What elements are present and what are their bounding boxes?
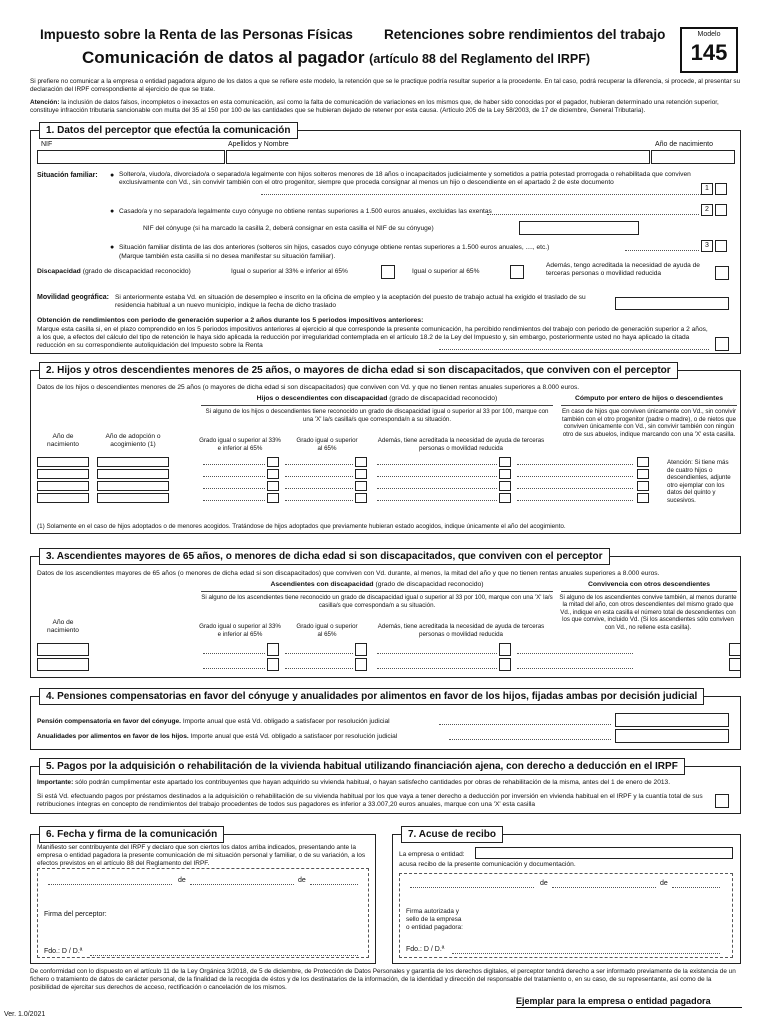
section-3 — [30, 551, 741, 678]
birth-year-field[interactable] — [37, 469, 89, 479]
 — [203, 464, 265, 465]
label-apellidos: Apellidos y Nombre — [228, 141, 289, 148]
extra-checkbox[interactable] — [637, 457, 649, 467]
s3-col-anio: Año de nacimiento — [47, 619, 79, 635]
s6-signature-area[interactable] — [37, 868, 369, 958]
s3-conv-note: Si alguno de los ascendientes convive también, al menos durante la mitad del año, con otros descendientes del mismo grado que Vd., indique en esta casilla el número total de descendientes con los que convive, incluido Vd. (Si los ascendientes sólo conviven con Vd., no rellene esta casilla). — [559, 594, 737, 631]
 — [285, 653, 353, 654]
s2-col-g1: Grado igual o superior al 33% e inferior al 65% — [199, 437, 281, 452]
s7-fdo-label: Fdo.: D / D.ª — [406, 946, 445, 953]
s2-atencion: Atención: Si tiene más de cuatro hijos o descendientes, adjunte otro ejemplar con los datos del quinto y sucesivos. — [667, 459, 731, 504]
section-6 — [30, 829, 376, 964]
grade-65-checkbox[interactable] — [355, 481, 367, 491]
s2-disc-header: Hijos o descendientes con discapacidad (grado de discapacidad reconocido) — [256, 395, 498, 402]
adoption-year-field[interactable] — [97, 457, 169, 467]
extra-checkbox[interactable] — [729, 658, 741, 671]
intro-text: Si prefiere no comunicar a la empresa o entidad pagadora alguno de los datos a que se refiere este modelo, la retención que se le practique podría resultar superior a la procedente. En tal caso, podrá recuperar la diferencia, si procede, al presentar su declaración del IRPF correspondiente al ejercicio de que se trate. — [30, 78, 741, 93]
fecha-traslado-field[interactable] — [615, 297, 729, 310]
ayuda-terceros-checkbox[interactable] — [499, 457, 511, 467]
grade-33-checkbox[interactable] — [267, 493, 279, 503]
 — [285, 488, 353, 489]
adoption-year-field[interactable] — [97, 481, 169, 491]
birth-year-field[interactable] — [37, 658, 89, 671]
ayuda-terceros-checkbox[interactable] — [499, 643, 511, 656]
s2-col-g2: Grado igual o superior al 65% — [296, 437, 358, 452]
grade-33-checkbox[interactable] — [267, 481, 279, 491]
disc-b-checkbox[interactable] — [510, 265, 524, 279]
extra-checkbox[interactable] — [637, 469, 649, 479]
modelo-box — [680, 27, 738, 73]
form-title-right: Retenciones sobre rendimientos del trabajo — [384, 27, 666, 42]
 — [377, 488, 497, 489]
section-4 — [30, 691, 741, 750]
movilidad-text: Si anteriormente estaba Vd. en situación de desempleo e inscrito en la oficina de empleo y la aceptación del puesto de trabajo actual ha exigido el traslado de su residencia habitual a un nuevo municipio, indique la fecha de dicho traslado — [115, 294, 586, 310]
form-subtitle: Comunicación de datos al pagador (artículo 88 del Reglamento del IRPF) — [82, 48, 591, 67]
section-7-title: 7. Acuse de recibo — [401, 826, 503, 843]
s3-col-g2: Grado igual o superior al 65% — [296, 623, 358, 638]
pension-field[interactable] — [615, 713, 729, 727]
s2-rows — [37, 457, 737, 503]
opt3-number: 3 — [701, 240, 713, 252]
s2-computo-header: Cómputo por entero de hijos o descendientes — [574, 395, 724, 402]
s2-col-g3: Además, tiene acreditada la necesidad de ayuda de terceras personas o movilidad reducida — [377, 437, 545, 452]
s2-footnote: (1) Solamente en el caso de hijos adoptados o de menores acogidos. Tratándose de hijos adoptados que previamente hubieran estado acogidos, indique únicamente el año del acogimiento. — [37, 523, 566, 530]
grade-65-checkbox[interactable] — [355, 493, 367, 503]
s2-col-anio: Año de nacimiento — [47, 433, 79, 449]
obtencion-text: Marque esta casilla si, en el plazo comprendido en los 5 periodos impositivos anteriores al ejercicio al que corresponde la presente comunicación, ha percibido rendimientos del trabajo con periodo de generación superior a 2 años, a los que, a efectos del cálculo del tipo de retención le haya sido aplicada la reducción por irregularidad contemplada en el artículo 18.2 de la Ley del Impuesto y, sin embargo, posteriormente usted no haya aplicado la citada reducción en su correspondiente autoliquidación del Impuesto sobre la Renta — [37, 326, 708, 350]
bullet-icon: ● — [110, 172, 115, 179]
s3-disc-note: Si alguno de los ascendientes tiene reconocido un grado de discapacidad igual o superior al 33 por 100, marque con una 'X' la/s casilla/s que corresponda/n a su situación. — [201, 594, 553, 609]
opt3-subtext: (Marque también esta casilla si no desea manifestar su situación familiar). — [119, 253, 336, 260]
 — [517, 464, 633, 465]
s7-entidad-label: La empresa o entidad: — [399, 851, 465, 858]
opt2-text: Casado/a y no separado/a legalmente cuyo cónyuge no obtiene rentas superiores a 1.500 euros anuales, excluidas las exentas — [119, 208, 492, 215]
 — [517, 668, 633, 669]
s6-de2: de — [298, 877, 306, 884]
grade-65-checkbox[interactable] — [355, 643, 367, 656]
s6-fdo-label: Fdo.: D / D.ª — [44, 948, 83, 955]
obtencion-checkbox[interactable] — [715, 337, 729, 351]
 — [203, 653, 265, 654]
extra-checkbox[interactable] — [637, 493, 649, 503]
movilidad-label: Movilidad geográfica: — [37, 294, 109, 301]
grade-65-checkbox[interactable] — [355, 658, 367, 671]
s3-intro: Datos de los ascendientes mayores de 65 años (o menores de dicha edad si son discapacitados) que conviven con Vd. durante, al menos, la mitad del año y que no tienen rentas anuales superiores a 8.000 euros. — [37, 570, 660, 577]
adoption-year-field[interactable] — [97, 493, 169, 503]
opt1-text: Soltero/a, viudo/a, divorciado/a o separado/a legalmente con hijos solteros menores de 18 años o incapacitados judicialmente y sometidos a patria potestad prorrogada o rehabilitada que conviven exclusivamente con Vd., sin convivir también con el otro progenitor, siempre que proceda consignar al menos un hijo o descendiente en el apartado 2 de este documento — [119, 171, 691, 187]
s7-signature-area[interactable] — [399, 873, 733, 958]
bullet-icon: ● — [110, 244, 115, 251]
opt1-checkbox[interactable] — [715, 183, 727, 195]
nif-field[interactable] — [37, 150, 225, 164]
opt3-text: Situación familiar distinta de las dos anteriores (solteros sin hijos, casados cuyo cónyuge obtiene rentas superiores a 1.500 euros anuales, ...., etc.) — [119, 244, 550, 251]
s5-checkbox[interactable] — [715, 794, 729, 808]
section-7 — [392, 829, 741, 964]
disc-option-c: Además, tengo acreditada la necesidad de ayuda de terceras personas o movilidad reducida — [546, 262, 700, 278]
modelo-label: Modelo — [697, 31, 721, 38]
section-5 — [30, 761, 741, 814]
 — [285, 476, 353, 477]
 — [517, 488, 633, 489]
footer-legal-text: De conformidad con lo dispuesto en el artículo 11 de la Ley Orgánica 3/2018, de 5 de diciembre, de Protección de Datos Personales y garantía de los derechos digitales, el perceptor tendrá derecho a ser informado previamente de la existencia de un fichero o tratamiento de datos de carácter personal, de la finalidad de la recogida de éstos y de los destinatarios de la información, de la identidad y dirección del responsable del tratamiento o, en su caso, de su representante, así como de la posibilidad de ejercitar sus derechos de acceso, rectificación o cancelación de los mismos. — [30, 968, 736, 991]
 — [377, 476, 497, 477]
disc-c-checkbox[interactable] — [715, 266, 729, 280]
opt3-checkbox[interactable] — [715, 240, 727, 252]
s5-text: Si está Vd. efectuando pagos por préstamos destinados a la adquisición o rehabilitación de su vivienda habitual por los que vaya a tener derecho a deducción por inversión en vivienda habitual en el IRPF y la cuantía total de sus retribuciones íntegras en concepto de rendimientos del trabajo procedentes de todos sus pagadores es inferior a 33.007,20 euros anuales, marque con una 'X' esta casilla — [37, 793, 703, 809]
 — [203, 476, 265, 477]
section-1-title: 1. Datos del perceptor que efectúa la comunicación — [39, 122, 298, 139]
s2-comp-note: En caso de hijos que conviven únicamente con Vd., sin convivir también con el otro progenitor (padre o madre), o de nietos que conviven únicamente con Vd., sin convivir también con ningún otro de sus abuelos, indique marcando con una 'X' esta casilla. — [561, 408, 737, 438]
pension-label: Pensión compensatoria en favor del cónyuge. Importe anual que está Vd. obligado a satisfacer por resolución judicial — [37, 718, 390, 725]
extra-checkbox[interactable] — [637, 481, 649, 491]
s3-conv-header: Convivencia con otros descendientes — [587, 581, 710, 588]
section-2 — [30, 365, 741, 534]
grade-65-checkbox[interactable] — [355, 469, 367, 479]
form-title: Impuesto sobre la Renta de las Personas Físicas — [40, 27, 353, 42]
s7-de1: de — [540, 880, 548, 887]
 — [285, 500, 353, 501]
discapacidad-label: Discapacidad (grado de discapacidad reconocido) — [37, 268, 191, 275]
s2-intro: Datos de los hijos o descendientes menores de 25 años (o mayores de dicha edad si son discapacitados) que conviven con Vd. y que no tienen rentas anuales superiores a 8.000 euros. — [37, 384, 580, 391]
s6-text: Manifiesto ser contribuyente del IRPF y declaro que son ciertos los datos arriba indicados, presentando ante la empresa o entidad pagadora la presente comunicación de mi situación personal y familiar, o de su variación, a los efectos previstos en el artículo 88 del Reglamento del IRPF. — [37, 844, 366, 867]
grade-33-checkbox[interactable] — [267, 469, 279, 479]
nif-conyuge-field[interactable] — [519, 221, 639, 235]
modelo-number: 145 — [690, 39, 728, 65]
 — [285, 464, 353, 465]
label-situacion-familiar: Situación familiar: — [37, 172, 98, 179]
 — [203, 668, 265, 669]
section-3-title: 3. Ascendientes mayores de 65 años, o menores de dicha edad si son discapacitados, que conviven con el perceptor — [39, 548, 610, 565]
 — [203, 488, 265, 489]
apellidos-field[interactable] — [226, 150, 650, 164]
ayuda-terceros-checkbox[interactable] — [499, 493, 511, 503]
s2-disc-note: Si alguno de los hijos o descendientes tiene reconocido un grado de discapacidad igual o superior al 33 por 100, marque con una 'X' la/s casilla/s que corresponda/n a su situación. — [205, 408, 549, 423]
intro-warning: Atención: la inclusión de datos falsos, incompletos o inexactos en esta comunicación, así como la falta de comunicación de variaciones en los mismos que, de haber sido conocidas por el pagador, hubieran determinado una retención superior, constituye infracción tributaria sancionable con multa del 35 al 150 por 100 de las cantidades que se hubieran dejado de retener por esta causa. (Artículo 205 de la Ley 58/2003, de 17 de diciembre, General Tributaria). — [30, 99, 719, 114]
s7-de2: de — [660, 880, 668, 887]
birth-year-field[interactable] — [37, 643, 89, 656]
section-4-title: 4. Pensiones compensatorias en favor del cónyuge y anualidades por alimentos en favor de los hijos, fijadas ambas por decisión judicial — [39, 688, 704, 705]
ayuda-terceros-checkbox[interactable] — [499, 481, 511, 491]
bullet-icon: ● — [110, 208, 115, 215]
s7-acusa: acusa recibo de la presente comunicación y documentación. — [399, 861, 576, 868]
ayuda-terceros-checkbox[interactable] — [499, 658, 511, 671]
extra-checkbox[interactable] — [729, 643, 741, 656]
section-2-title: 2. Hijos y otros descendientes menores de 25 años, o mayores de dicha edad si son discapacitados, que conviven con el perceptor — [39, 362, 678, 379]
grade-65-checkbox[interactable] — [355, 457, 367, 467]
obtencion-title: Obtención de rendimientos con periodo de generación superior a 2 años durante los 5 periodos impositivos anteriores: — [37, 317, 424, 324]
s3-rows — [37, 643, 737, 673]
disc-a-checkbox[interactable] — [381, 265, 395, 279]
grade-33-checkbox[interactable] — [267, 643, 279, 656]
 — [517, 476, 633, 477]
s3-col-g1: Grado igual o superior al 33% e inferior al 65% — [199, 623, 281, 638]
anualidades-label: Anualidades por alimentos en favor de los hijos. Importe anual que está Vd. obligado a satisfacer por resolución judicial — [37, 733, 398, 740]
 — [377, 500, 497, 501]
opt1-number: 1 — [701, 183, 713, 195]
anio-nacimiento-field[interactable] — [651, 150, 735, 164]
opt2-checkbox[interactable] — [715, 204, 727, 216]
birth-year-field[interactable] — [37, 457, 89, 467]
grade-33-checkbox[interactable] — [267, 658, 279, 671]
ayuda-terceros-checkbox[interactable] — [499, 469, 511, 479]
label-nif: NIF — [41, 141, 53, 148]
disc-option-b: Igual o superior al 65% — [412, 268, 480, 275]
grade-33-checkbox[interactable] — [267, 457, 279, 467]
 — [377, 464, 497, 465]
s6-firma-label: Firma del perceptor: — [44, 911, 107, 918]
 — [517, 500, 633, 501]
s3-col-g3: Además, tiene acreditada la necesidad de ayuda de terceras personas o movilidad reducida — [377, 623, 545, 638]
s3-disc-header: Ascendientes con discapacidad (grado de discapacidad reconocido) — [270, 581, 484, 588]
opt2-number: 2 — [701, 204, 713, 216]
 — [203, 500, 265, 501]
birth-year-field[interactable] — [37, 481, 89, 491]
 — [285, 668, 353, 669]
birth-year-field[interactable] — [37, 493, 89, 503]
section-1 — [30, 125, 741, 354]
anualidades-field[interactable] — [615, 729, 729, 743]
 — [377, 653, 497, 654]
footer-ejemplar: Ejemplar para la empresa o entidad pagadora — [516, 996, 711, 1006]
s5-importante: Importante: sólo podrán cumplimentar este apartado los contribuyentes que hayan adquirido su vivienda habitual, o hayan satisfecho cantidades por obras de rehabilitación de la misma, antes del 1 de enero de 2013. — [37, 779, 671, 786]
 — [377, 668, 497, 669]
footer-version: Ver. 1.0/2021 — [4, 1011, 46, 1018]
disc-option-a: Igual o superior al 33% e inferior al 65% — [231, 268, 348, 275]
s6-de1: de — [178, 877, 186, 884]
nif-conyuge-label: NIF del cónyuge (si ha marcado la casilla 2, deberá consignar en esta casilla el NIF de su cónyuge) — [143, 225, 434, 232]
label-anio-nacimiento: Año de nacimiento — [655, 141, 713, 148]
adoption-year-field[interactable] — [97, 469, 169, 479]
s2-col-adopcion: Año de adopción o acogimiento (1) — [105, 433, 161, 449]
s7-firma-label: Firma autorizada y sello de la empresa o entidad pagadora: — [406, 908, 463, 931]
section-5-title: 5. Pagos por la adquisición o rehabilitación de la vivienda habitual utilizando financiación ajena, con derecho a deducción en el IRPF — [39, 758, 685, 775]
section-6-title: 6. Fecha y firma de la comunicación — [39, 826, 224, 843]
 — [517, 653, 633, 654]
s7-entidad-field[interactable] — [475, 847, 733, 859]
